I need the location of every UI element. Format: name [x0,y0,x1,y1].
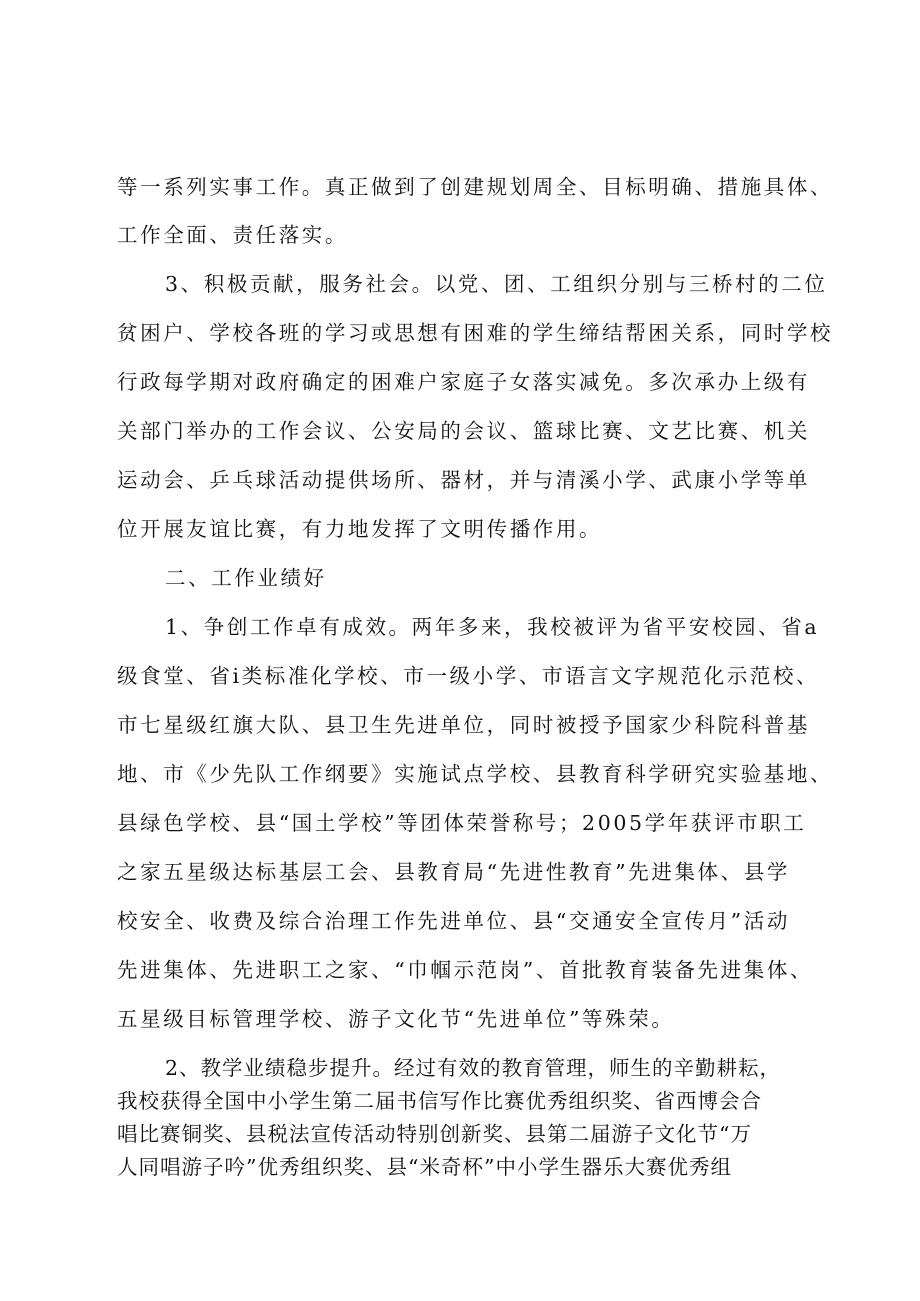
text-line: 校安全、收费及综合治理工作先进单位、县“交通安全宣传月”活动 [117,909,790,933]
text-line: 位开展友谊比赛，有力地发挥了文明传播作用。 [117,517,603,541]
text-line: 行政每学期对政府确定的困难户家庭子女落实减免。多次承办上级有 [117,370,810,394]
text-line: 先进集体、先进职工之家、“巾帼示范岗”、首批教育装备先进集体、 [117,958,814,982]
text-line: 地、市《少先队工作纲要》实施试点学校、县教育科学研究实验基地、 [117,762,834,786]
text-line: 市七星级红旗大队、县卫生先进单位，同时被授予国家少科院科普基 [117,713,810,737]
text-line: 人同唱游子吟”优秀组织奖、县“米奇杯”中小学生器乐大赛优秀组 [117,1155,732,1179]
text-line: 贫困户、学校各班的学习或思想有困难的学生缔结帮困关系，同时学校 [117,321,834,345]
text-line: 工作全面、责任落实。 [117,223,348,247]
text-line: 2、教学业绩稳步提升。经过有效的教育管理，师生的辛勤耕耘， [165,1056,782,1080]
text-line: 之家五星级达标基层工会、县教育局“先进性教育”先进集体、县学 [117,860,790,884]
text-line: 唱比赛铜奖、县税法宣传活动特别创新奖、县第二届游子文化节“万 [117,1122,752,1146]
text-line: 级食堂、省i类标准化学校、市一级小学、市语言文字规范化示范校、 [117,664,820,688]
text-line: 3、积极贡献，服务社会。以党、团、工组织分别与三桥村的二位 [165,272,828,296]
text-line: 我校获得全国中小学生第二届书信写作比赛优秀组织奖、省西博会合 [117,1089,762,1113]
text-line: 五星级目标管理学校、游子文化节“先进单位”等殊荣。 [117,1007,675,1031]
section-heading: 二、工作业绩好 [165,566,327,590]
text-line: 运动会、乒乓球活动提供场所、器材，并与清溪小学、武康小学等单 [117,468,810,492]
text-line: 关部门举办的工作会议、公安局的会议、篮球比赛、文艺比赛、机关 [117,419,810,443]
text-line: 等一系列实事工作。真正做到了创建规划周全、目标明确、措施具体、 [117,175,834,199]
text-line: 县绿色学校、县“国土学校”等团体荣誉称号；2005学年获评市职工 [117,811,807,835]
text-line: 1、争创工作卓有成效。两年多来，我校被评为省平安校园、省a [165,615,820,639]
